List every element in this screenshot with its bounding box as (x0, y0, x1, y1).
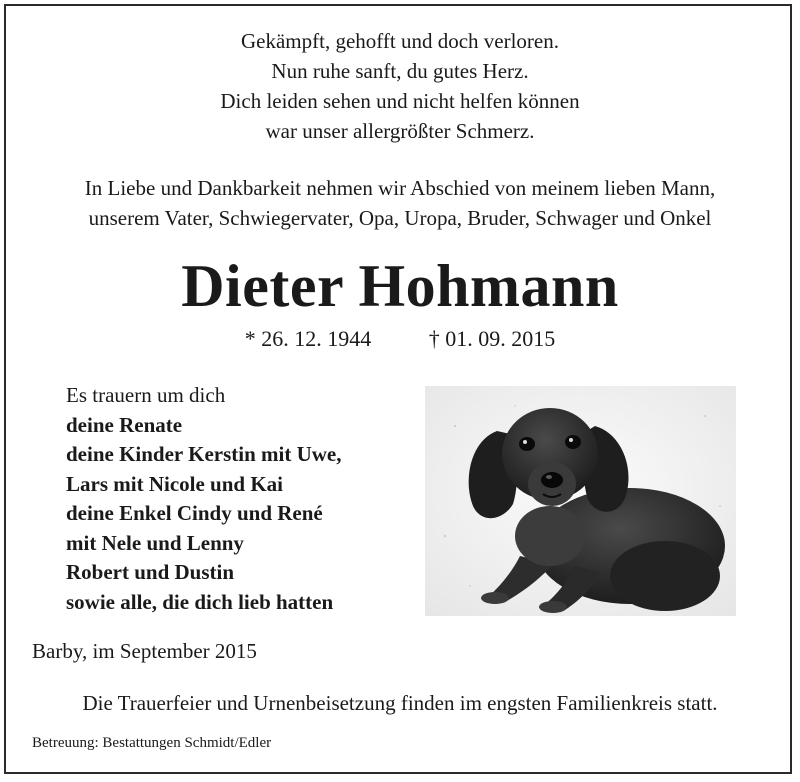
poem-line: war unser allergrößter Schmerz. (265, 119, 535, 143)
ceremony-note: Die Trauerfeier und Urnenbeisetzung finden im engsten Familienkreis statt. (82, 691, 718, 715)
mourner-line: Robert und Dustin (66, 560, 235, 584)
mourner-line: deine Renate (66, 412, 183, 437)
mourners-list (66, 381, 342, 617)
deceased-name: Dieter Hohmann (181, 253, 619, 319)
funeral-home-credit: Betreuung: Bestattungen Schmidt/Edler (32, 735, 272, 751)
poem-line: Nun ruhe sanft, du gutes Herz. (271, 59, 529, 83)
poem (0, 26, 800, 146)
mourners-heading: Es trauern um dich (66, 383, 226, 407)
mourner-line: deine Enkel Cindy und René (66, 501, 323, 525)
mourner-line: sowie alle, die dich lieb hatten (66, 589, 334, 614)
mourner-line: mit Nele und Lenny (66, 530, 244, 555)
farewell-intro (0, 173, 800, 233)
mourner-line: Lars mit Nicole und Kai (66, 471, 284, 496)
intro-line: In Liebe und Dankbarkeit nehmen wir Abschied von meinem lieben Mann, (84, 176, 716, 200)
dog-photo (425, 386, 736, 616)
intro-line: unserem Vater, Schwiegervater, Opa, Uropa, Bruder, Schwager und Onkel (88, 206, 712, 230)
death-date: † 01. 09. 2015 (428, 326, 556, 351)
poem-line: Dich leiden sehen und nicht helfen können (220, 89, 580, 113)
birth-date: * 26. 12. 1944 (244, 326, 372, 351)
life-dates (0, 324, 800, 354)
mourner-line: deine Kinder Kerstin mit Uwe, (66, 442, 342, 466)
poem-line: Gekämpft, gehofft und doch verloren. (240, 29, 559, 53)
place-date: Barby, im September 2015 (32, 639, 257, 663)
